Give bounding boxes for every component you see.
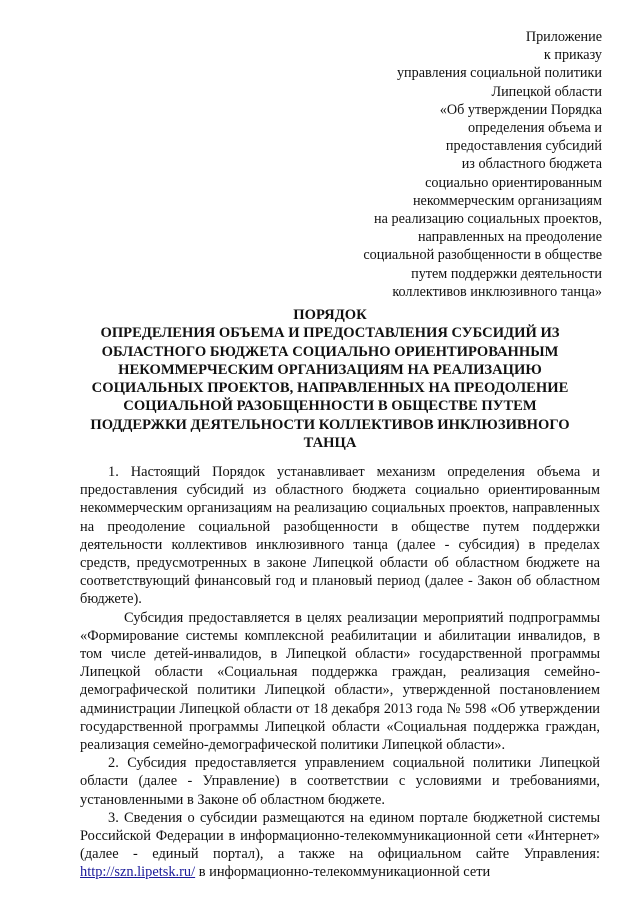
appendix-line: «Об утверждении Порядка [439,101,602,118]
appendix-line: к приказу [543,47,602,64]
document-body [80,463,600,882]
title-line: ТАНЦА [303,435,357,452]
title-line: СОЦИАЛЬНОЙ РАЗОБЩЕННОСТИ В ОБЩЕСТВЕ ПУТЕМ [123,398,537,415]
appendix-line: социальной разобщенности в обществе [363,247,602,264]
appendix-line: некоммерческим организациям [412,192,602,209]
paragraph-4-text-after: в информационно-телекоммуникационной сети [195,864,491,881]
title-line: ПОРЯДОК [293,307,367,323]
paragraph-2: Субсидия предоставляется в целях реализации мероприятий подпрограммы «Формирование системы комплексной реабилитации и абилитации инвалидов, в том числе детей-инвалидов, в Липецкой области» государственной программы Липецкой области «Социальная поддержка граждан, реализация семейно-демографической политики Липецкой области», утвержденной постановлением администрации Липецкой области от 18 декабря 2013 года № 598 «Об утверждении государственной программы Липецкой области «Социальная поддержка граждан, реализация семейно-демографической политики Липецкой области». [80,609,600,754]
appendix-line: предоставления субсидий [445,138,602,155]
title-line: СОЦИАЛЬНЫХ ПРОЕКТОВ, НАПРАВЛЕННЫХ НА ПРЕОДОЛЕНИЕ [91,380,569,397]
appendix-line: Приложение [525,29,602,45]
appendix-line: из областного бюджета [461,156,602,173]
paragraph-3: 2. Субсидия предоставляется управлением социальной политики Липецкой области (далее - Управление) в соответствии с условиями и требованиями, установленными в Законе об областном бюджете. [80,755,600,808]
appendix-line: путем поддержки деятельности [411,265,602,282]
appendix-line: социально ориентированным [425,174,602,191]
document-title [70,306,590,452]
title-line: ОБЛАСТНОГО БЮДЖЕТА СОЦИАЛЬНО ОРИЕНТИРОВАННЫМ [101,343,559,360]
appendix-line: управления социальной политики [396,65,602,82]
title-line: ОПРЕДЕЛЕНИЯ ОБЪЕМА И ПРЕДОСТАВЛЕНИЯ СУБСИДИЙ ИЗ [100,325,560,342]
paragraph-4-text-before: 3. Сведения о субсидии размещаются на едином портале бюджетной системы Российской Федерации в информационно-телекоммуникационной сети «Интернет» (далее - единый портал), а также на официальном сайте Управления: [80,809,600,863]
appendix-line: направленных на преодоление [417,229,602,246]
title-line: НЕКОММЕРЧЕСКИМ ОРГАНИЗАЦИЯМ НА РЕАЛИЗАЦИЮ [118,361,542,378]
website-link[interactable]: http://szn.lipetsk.ru/ [80,864,196,881]
appendix-line: на реализацию социальных проектов, [374,211,602,228]
paragraph-4 [80,809,600,882]
paragraph-1: 1. Настоящий Порядок устанавливает механизм определения объема и предоставления субсидий из областного бюджета социально ориентированным некоммерческим организациям на реализацию социальных проектов, направленных на преодоление социальной разобщенности в обществе путем поддержки деятельности коллективов инклюзивного танца (далее - субсидия) в пределах средств, предусмотренных в законе Липецкой области об областном бюджете на соответствующий финансовый год и плановый период (далее - Закон об областном бюджете). [80,464,600,608]
appendix-line: Липецкой области [491,83,602,100]
title-line: ПОДДЕРЖКИ ДЕЯТЕЛЬНОСТИ КОЛЛЕКТИВОВ ИНКЛЮЗИВНОГО [90,416,570,433]
appendix-line: определения объема и [468,120,602,137]
appendix-block [302,28,602,301]
appendix-line: коллективов инклюзивного танца» [392,283,602,300]
